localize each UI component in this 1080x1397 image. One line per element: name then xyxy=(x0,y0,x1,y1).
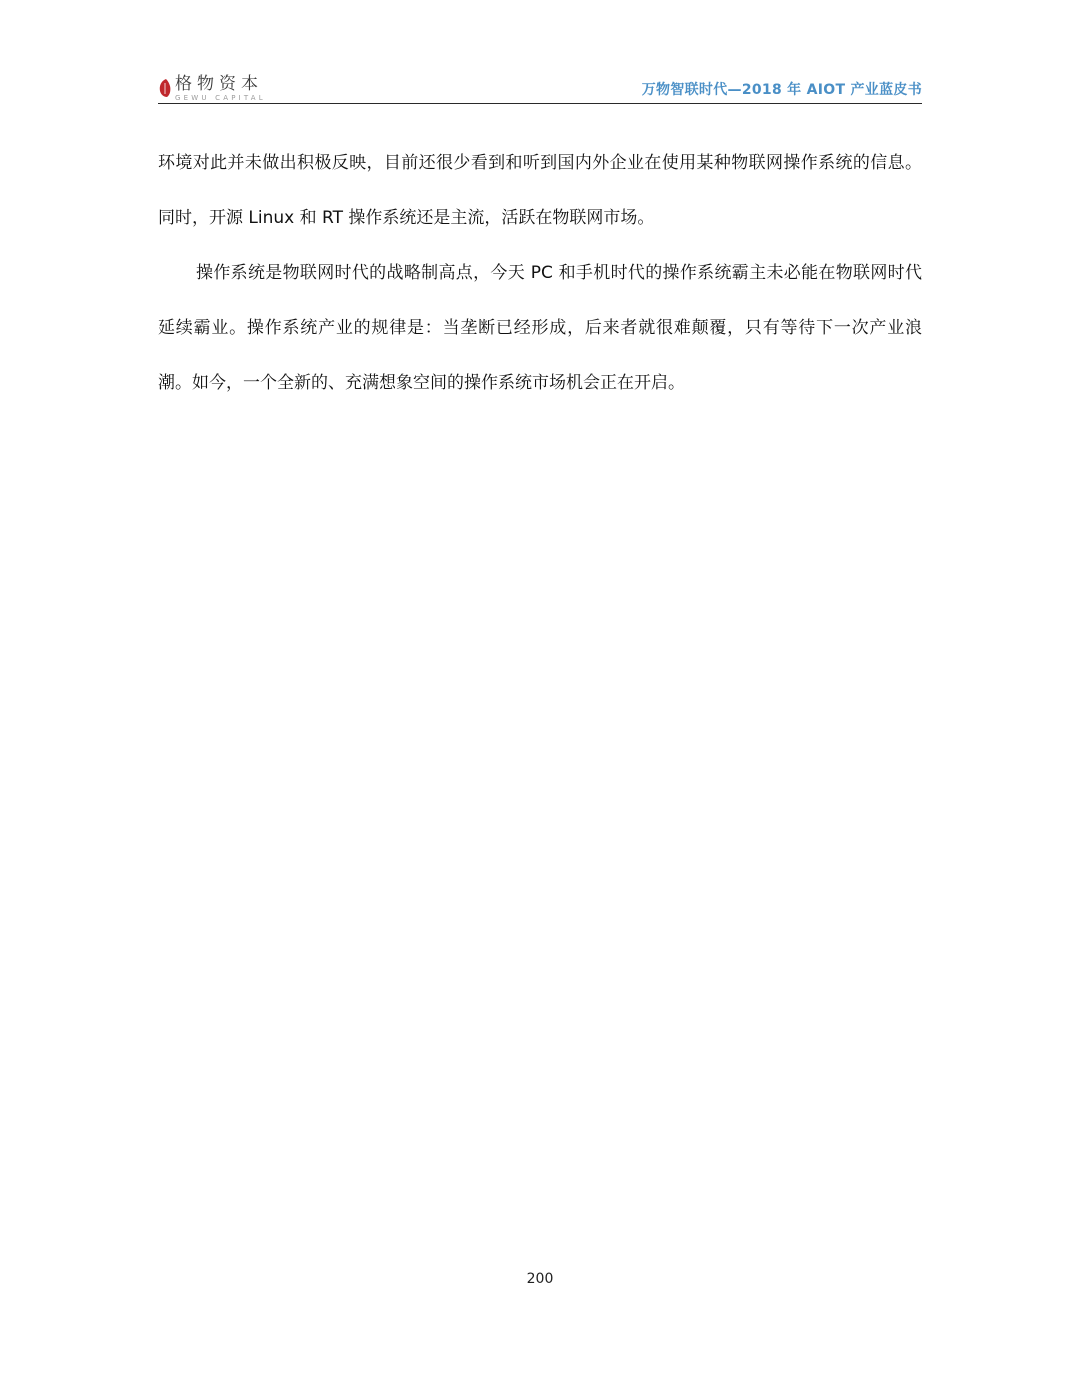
red-seal-leaf-icon xyxy=(158,78,172,98)
body-text xyxy=(158,136,922,411)
logo-subtitle: GEWU CAPITAL xyxy=(175,94,266,102)
document-title: 万物智联时代—2018 年 AIOT 产业蓝皮书 xyxy=(641,82,922,98)
company-logo xyxy=(158,74,266,104)
header-divider xyxy=(158,103,922,104)
paragraph: 环境对此并未做出积极反映，目前还很少看到和听到国内外企业在使用某种物联网操作系统的信息。同时，开源 Linux 和 RT 操作系统还是主流，活跃在物联网市场。 xyxy=(158,153,922,228)
logo-name: 格物资本 xyxy=(175,74,263,94)
page-number: 200 xyxy=(526,1271,554,1287)
page-header xyxy=(158,74,922,104)
paragraph: 操作系统是物联网时代的战略制高点，今天 PC 和手机时代的操作系统霸主未必能在物联网时代延续霸业。操作系统产业的规律是：当垄断已经形成，后来者就很难颠覆，只有等待下一次产业浪潮。如今，一个全新的、充满想象空间的操作系统市场机会正在开启。 xyxy=(158,263,922,393)
